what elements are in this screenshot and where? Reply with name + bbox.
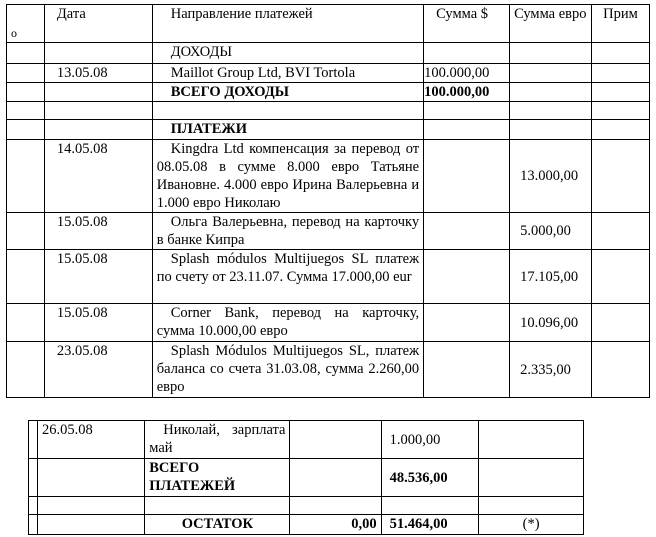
payment-row: [7, 140, 650, 213]
income-date: 13.05.08: [44, 64, 152, 83]
payment-desc: Splash módulos Multijuegos SL платеж по счету от 23.11.07. Сумма 17.000,00 eur: [152, 250, 423, 304]
income-total-usd: 100.000,00: [424, 83, 510, 102]
total-payments-label: ВСЕГО ПЛАТЕЖЕЙ: [145, 459, 290, 497]
header-note: Прим: [592, 5, 650, 43]
payment-date: 15.05.08: [44, 250, 152, 304]
payment-date: 15.05.08: [44, 304, 152, 342]
income-heading-row: [7, 43, 650, 64]
header-date: Дата: [44, 5, 152, 43]
income-row: [7, 64, 650, 83]
income-desc: Maillot Group Ltd, BVI Tortola: [152, 64, 423, 83]
payment-eur: 17.105,00: [510, 250, 592, 304]
salary-desc: Николай, зарплата май: [145, 421, 290, 459]
payment-desc: Splash Módulos Multijuegos SL, платеж баланса со счета 31.03.08, сумма 2.260,00 евро: [152, 342, 423, 398]
spacer-row: [7, 102, 650, 120]
payments-heading-row: [7, 120, 650, 140]
header-col0: о: [7, 5, 45, 43]
totals-table: [28, 420, 584, 535]
salary-eur: 1.000,00: [381, 421, 479, 459]
balance-usd: 0,00: [290, 515, 381, 535]
payment-eur: 5.000,00: [510, 213, 592, 250]
payment-row: [7, 250, 650, 304]
payment-desc: Ольга Валерьевна, перевод на карточку в банке Кипра: [152, 213, 423, 250]
salary-date: 26.05.08: [38, 421, 145, 459]
total-payments-row: [29, 459, 584, 497]
income-total-label: ВСЕГО ДОХОДЫ: [152, 83, 423, 102]
payment-date: 15.05.08: [44, 213, 152, 250]
balance-row: [29, 515, 584, 535]
payments-heading: ПЛАТЕЖИ: [152, 120, 423, 140]
balance-label: ОСТАТОК: [145, 515, 290, 535]
total-payments-eur: 48.536,00: [381, 459, 479, 497]
header-row: [7, 5, 650, 43]
income-total-row: [7, 83, 650, 102]
payment-row: [7, 213, 650, 250]
balance-note: (*): [479, 515, 584, 535]
payment-desc: Kingdra Ltd компенсация за перевод от 08.05.08 в сумме 8.000 евро Татьяне Ивановне. 4.000 евро Ирина Валерьевна и 1.000 евро Николаю: [152, 140, 423, 213]
income-usd: 100.000,00: [424, 64, 510, 83]
payment-eur: 10.096,00: [510, 304, 592, 342]
spacer-row: [29, 497, 584, 515]
payment-eur: 13.000,00: [510, 140, 592, 213]
payment-date: 23.05.08: [44, 342, 152, 398]
payment-date: 14.05.08: [44, 140, 152, 213]
payments-table: [6, 4, 650, 398]
salary-row: [29, 421, 584, 459]
payment-row: [7, 342, 650, 398]
header-sum-eur: Сумма евро: [510, 5, 592, 43]
payment-row: [7, 304, 650, 342]
balance-eur: 51.464,00: [381, 515, 479, 535]
payment-desc: Corner Bank, перевод на карточку, сумма 10.000,00 евро: [152, 304, 423, 342]
header-direction: Направление платежей: [152, 5, 423, 43]
payment-eur: 2.335,00: [510, 342, 592, 398]
income-heading: ДОХОДЫ: [152, 43, 423, 64]
header-sum-usd: Сумма $: [424, 5, 510, 43]
